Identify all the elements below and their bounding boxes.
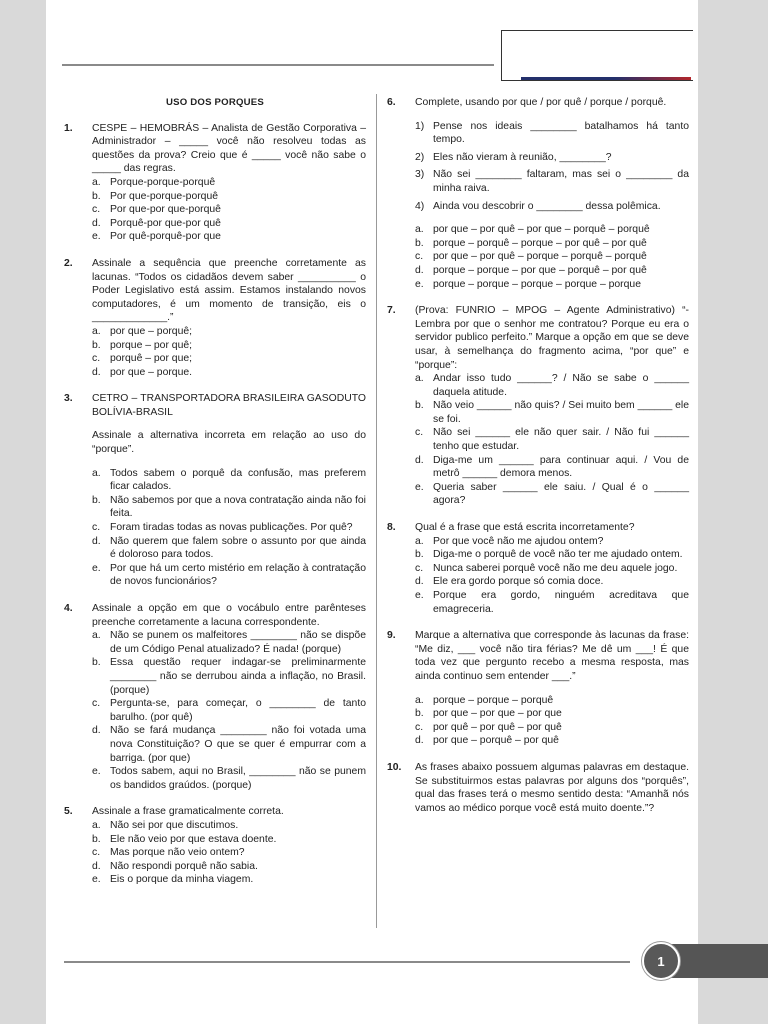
option-text: porque – porque – por que – porquê – por quê	[433, 264, 647, 276]
answer-option	[92, 203, 366, 217]
answer-option	[92, 339, 366, 353]
option-letter: c.	[415, 251, 424, 263]
answer-option	[415, 250, 689, 264]
answer-option	[92, 833, 366, 847]
answer-option	[92, 656, 366, 697]
option-text: por que – porquê;	[110, 325, 193, 337]
question	[64, 257, 366, 379]
answer-option	[415, 694, 689, 708]
option-letter: b.	[92, 494, 101, 506]
question-body	[92, 602, 366, 792]
option-text: Por que-por que-porquê	[110, 204, 221, 216]
option-letter: e.	[415, 481, 424, 493]
page-title: USO DOS PORQUES	[166, 97, 264, 108]
item-text: Pense nos ideais ________ batalhamos há tanto tempo.	[433, 120, 689, 146]
question-stem: CETRO – TRANSPORTADORA BRASILEIRA GASODUTO BOLÍVIA-BRASIL	[92, 393, 366, 418]
item-text: Eles não vieram à reunião, ________?	[433, 151, 612, 163]
option-letter: e.	[92, 562, 101, 574]
option-text: Essa questão requer indagar-se preliminarmente ________ não se derrubou ainda a inflação, no Brasil. (porque)	[110, 657, 366, 696]
option-text: Diga-me um ______ para continuar aqui. / Vou de metrô ______ demora menos.	[433, 454, 689, 480]
option-text: Não respondi porquê não sabia.	[110, 860, 258, 872]
option-letter: a.	[415, 224, 424, 236]
left-column	[64, 96, 366, 900]
option-letter: b.	[92, 657, 101, 669]
option-letter: d.	[92, 725, 101, 737]
question-body	[415, 96, 689, 291]
option-text: porque – por quê;	[110, 339, 193, 351]
option-letter: b.	[92, 339, 101, 351]
option-letter: a.	[92, 467, 101, 479]
question-body	[92, 805, 366, 887]
question-stem: CESPE – HEMOBRÁS – Analista de Gestão Corporativa – Administrador – _____ você não resolveu todas as questões da prova? Creio que é _____ você não sabe o _____ das regras.	[92, 122, 366, 175]
option-text: Por que-porque-porquê	[110, 190, 219, 202]
option-text: Não veio ______ não quis? / Sei muito bem ______ ele se foi.	[433, 400, 689, 425]
option-letter: d.	[415, 264, 424, 276]
option-letter: d.	[415, 735, 424, 747]
option-text: porque – porque – porquê	[433, 694, 554, 706]
option-letter: a.	[92, 176, 101, 188]
item-text: Ainda vou descobrir o ________ dessa polêmica.	[433, 200, 661, 212]
answer-option	[92, 190, 366, 204]
option-letter: b.	[415, 237, 424, 249]
answer-option	[92, 846, 366, 860]
answer-options	[92, 629, 366, 792]
question-body	[415, 304, 689, 508]
option-letter: d.	[92, 366, 101, 378]
question-number: 2.	[64, 257, 73, 269]
question-stem: As frases abaixo possuem algumas palavras em destaque. Se substituirmos estas palavras por alguns dos “porquês”, qual das frases terá o mesmo sentido desta: “Amanhã nós vamos ao médico porque você está muito doente.”?	[415, 761, 689, 814]
option-letter: b.	[92, 190, 101, 202]
option-letter: e.	[92, 874, 101, 886]
option-letter: b.	[92, 833, 101, 845]
answer-option	[415, 372, 689, 399]
option-letter: d.	[92, 535, 101, 547]
item-text: Não sei ________ faltaram, mas sei o ________ da minha raiva.	[433, 169, 689, 194]
option-text: Nunca saberei porquê você não me deu aquele jogo.	[433, 562, 678, 574]
question	[387, 96, 689, 291]
footer-rule	[64, 961, 630, 963]
option-text: porque – porque – porque – porque – porque	[433, 278, 641, 290]
question	[387, 629, 689, 748]
option-letter: d.	[92, 217, 101, 229]
answer-option	[415, 399, 689, 426]
question	[64, 122, 366, 244]
option-text: Porque era gordo, ninguém acreditava que emagreceria.	[433, 590, 689, 615]
answer-option	[92, 352, 366, 366]
answer-options	[415, 694, 689, 748]
answer-option	[415, 264, 689, 278]
answer-option	[92, 217, 366, 231]
numbered-item	[415, 120, 689, 147]
question-body	[415, 761, 689, 815]
numbered-item	[415, 168, 689, 195]
option-text: Mas porque não veio ontem?	[110, 847, 245, 859]
answer-option	[415, 707, 689, 721]
option-letter: a.	[415, 694, 424, 706]
option-letter: a.	[415, 535, 424, 547]
answer-option	[92, 494, 366, 521]
option-letter: c.	[92, 353, 101, 365]
option-letter: c.	[415, 427, 424, 439]
page-number: 1	[642, 942, 680, 980]
option-text: Todos sabem, aqui no Brasil, ________ não se punem os bandidos graúdos. (porque)	[110, 766, 366, 791]
option-text: Pergunta-se, para começar, o ________ de tanto barulho. (por quê)	[110, 698, 366, 723]
question	[387, 521, 689, 616]
option-text: por que – por que – por que	[433, 708, 562, 720]
option-text: Não sei ______ ele não quer sair. / Não fui ______ tenho que estudar.	[433, 427, 689, 453]
answer-option	[415, 278, 689, 292]
option-text: Por quê-porquê-por que	[110, 231, 221, 243]
option-text: porquê – por que;	[110, 353, 193, 365]
question-stem: (Prova: FUNRIO – MPOG – Agente Administrativo) “- Lembra por que o senhor me contratou? Porque eu era o servidor publico perfeito.” Marque a opção em que se deve usar, à semelhança do fragmento acima, “por que” e “porque”:	[415, 305, 689, 371]
option-text: Não se fará mudança ________ não foi votada uma nova Constituição? O que se quer é empurrar com a barriga. (por que)	[110, 725, 366, 764]
option-text: porque – porquê – porque – por quê – por quê	[433, 237, 647, 249]
option-text: Foram tiradas todas as novas publicações. Por quê?	[110, 522, 353, 534]
item-number: 4)	[415, 200, 425, 212]
question-stem: Qual é a frase que está escrita incorretamente?	[415, 522, 635, 534]
option-letter: d.	[415, 454, 424, 466]
option-letter: b.	[415, 549, 424, 561]
option-text: Por que você não me ajudou ontem?	[433, 535, 604, 547]
question-body	[92, 392, 366, 589]
option-text: Ele não veio por que estava doente.	[110, 833, 277, 845]
answer-option	[92, 366, 366, 380]
question-stem: Assinale a opção em que o vocábulo entre parênteses preenche corretamente a lacuna correspondente.	[92, 603, 366, 628]
option-letter: d.	[92, 860, 101, 872]
question-number: 8.	[387, 522, 396, 534]
answer-option	[415, 535, 689, 549]
option-text: Ele era gordo porque só comia doce.	[433, 576, 604, 588]
question-number: 4.	[64, 603, 73, 614]
answer-options	[92, 325, 366, 379]
question	[64, 805, 366, 887]
option-text: Por que há um certo mistério em relação à contratação de novos funcionários?	[110, 562, 366, 588]
option-text: Não querem que falem sobre o assunto por que ainda é doloroso para todos.	[110, 535, 366, 561]
answer-option	[415, 481, 689, 508]
answer-option	[92, 765, 366, 792]
option-text: Porque-porque-porquê	[110, 176, 216, 188]
numbered-item	[415, 200, 689, 214]
option-text: Não se punem os malfeitores ________ não se dispõe de um Código Penal atualizado? É nada! (porque)	[110, 630, 366, 655]
answer-option	[92, 629, 366, 656]
column-divider	[376, 94, 377, 928]
option-text: Não sabemos por que a nova contratação ainda não foi feita.	[110, 494, 366, 520]
item-number: 2)	[415, 151, 425, 163]
option-text: por que – por quê – por que – porquê – porquê	[433, 224, 650, 236]
answer-options	[92, 819, 366, 887]
option-letter: a.	[92, 325, 101, 337]
option-letter: c.	[415, 721, 424, 733]
option-text: Queria saber ______ ele saiu. / Qual é o ______ agora?	[433, 481, 689, 507]
option-text: por que – porque.	[110, 366, 193, 378]
item-number: 1)	[415, 120, 425, 132]
option-letter: e.	[415, 590, 424, 601]
answer-option	[92, 176, 366, 190]
answer-option	[92, 230, 366, 244]
answer-option	[92, 562, 366, 589]
answer-options	[415, 223, 689, 291]
answer-option	[92, 819, 366, 833]
answer-option	[415, 589, 689, 616]
question-number: 1.	[64, 122, 73, 134]
answer-option	[415, 426, 689, 453]
answer-option	[415, 575, 689, 589]
answer-option	[415, 223, 689, 237]
answer-option	[92, 521, 366, 535]
answer-option	[92, 697, 366, 724]
answer-option	[415, 454, 689, 481]
option-letter: c.	[92, 204, 101, 216]
numbered-item	[415, 151, 689, 165]
question-instruction: Assinale a alternativa incorreta em relação ao uso do “porque”.	[92, 430, 366, 456]
question-stem: Assinale a sequência que preenche corretamente as lacunas. “Todos os cidadãos devem saber __________ o Poder Legislativo está assim. Estamos instalando novos computadores, é um momento de transição, eis o _____________.”	[92, 257, 366, 324]
answer-option	[92, 860, 366, 874]
question-stem: Marque a alternativa que corresponde às lacunas da frase: “Me diz, ___ você não tira férias? Me dê um ___! É que toda vez que pergunto recebo a mesma resposta, mas ainda continuo sem entender ___.”	[415, 630, 689, 682]
right-column	[387, 96, 689, 828]
question	[387, 761, 689, 815]
option-letter: c.	[92, 847, 101, 859]
question-number: 10.	[387, 761, 402, 773]
answer-option	[92, 467, 366, 494]
option-text: Andar isso tudo ______? / Não se sabe o ______ daquela atitude.	[433, 373, 689, 398]
option-letter: b.	[415, 400, 424, 412]
item-number: 3)	[415, 169, 425, 181]
option-letter: b.	[415, 708, 424, 720]
option-letter: a.	[92, 819, 101, 831]
option-letter: c.	[415, 562, 424, 574]
header-logo-box	[501, 30, 693, 81]
answer-option	[415, 548, 689, 562]
answer-option	[92, 873, 366, 887]
option-letter: e.	[415, 278, 424, 290]
answer-option	[92, 724, 366, 765]
answer-options	[415, 372, 689, 508]
answer-option	[415, 734, 689, 748]
option-letter: d.	[415, 576, 424, 588]
question-number: 3.	[64, 393, 73, 405]
option-text: Não sei por que discutimos.	[110, 819, 239, 831]
answer-option	[415, 237, 689, 251]
question-number: 6.	[387, 97, 396, 108]
question-stem: Assinale a frase gramaticalmente correta.	[92, 806, 284, 818]
option-text: Diga-me o porquê de você não ter me ajudado ontem.	[433, 549, 683, 561]
option-text: por que – porquê – por quê	[433, 735, 559, 747]
header-logo-bar	[521, 77, 691, 80]
question-body	[92, 257, 366, 379]
answer-option	[92, 325, 366, 339]
question	[64, 602, 366, 792]
option-text: Porquê-por que-por quê	[110, 217, 221, 229]
question	[387, 304, 689, 508]
question-body	[415, 629, 689, 748]
option-letter: e.	[92, 766, 101, 778]
option-letter: a.	[92, 630, 101, 642]
answer-option	[92, 535, 366, 562]
answer-option	[415, 562, 689, 576]
option-letter: c.	[92, 698, 101, 710]
question-body	[92, 122, 366, 244]
question-number: 5.	[64, 806, 73, 818]
answer-options	[92, 176, 366, 244]
option-letter: c.	[92, 522, 101, 534]
question-body	[415, 521, 689, 616]
option-text: por quê – por quê – por quê	[433, 721, 562, 733]
header-rule	[62, 64, 494, 66]
answer-options	[92, 467, 366, 589]
question-number: 9.	[387, 630, 396, 642]
answer-options	[415, 535, 689, 617]
option-text: Todos sabem o porquê da confusão, mas preferem ficar calados.	[110, 467, 366, 493]
question-number: 7.	[387, 305, 396, 317]
question	[64, 392, 366, 589]
numbered-items	[415, 120, 689, 214]
option-letter: a.	[415, 373, 424, 385]
answer-option	[415, 721, 689, 735]
option-letter: e.	[92, 231, 101, 243]
option-text: Eis o porque da minha viagem.	[110, 874, 254, 886]
question-stem: Complete, usando por que / por quê / porque / porquê.	[415, 97, 667, 108]
option-text: por que – por quê – porque – porquê – porquê	[433, 251, 647, 263]
